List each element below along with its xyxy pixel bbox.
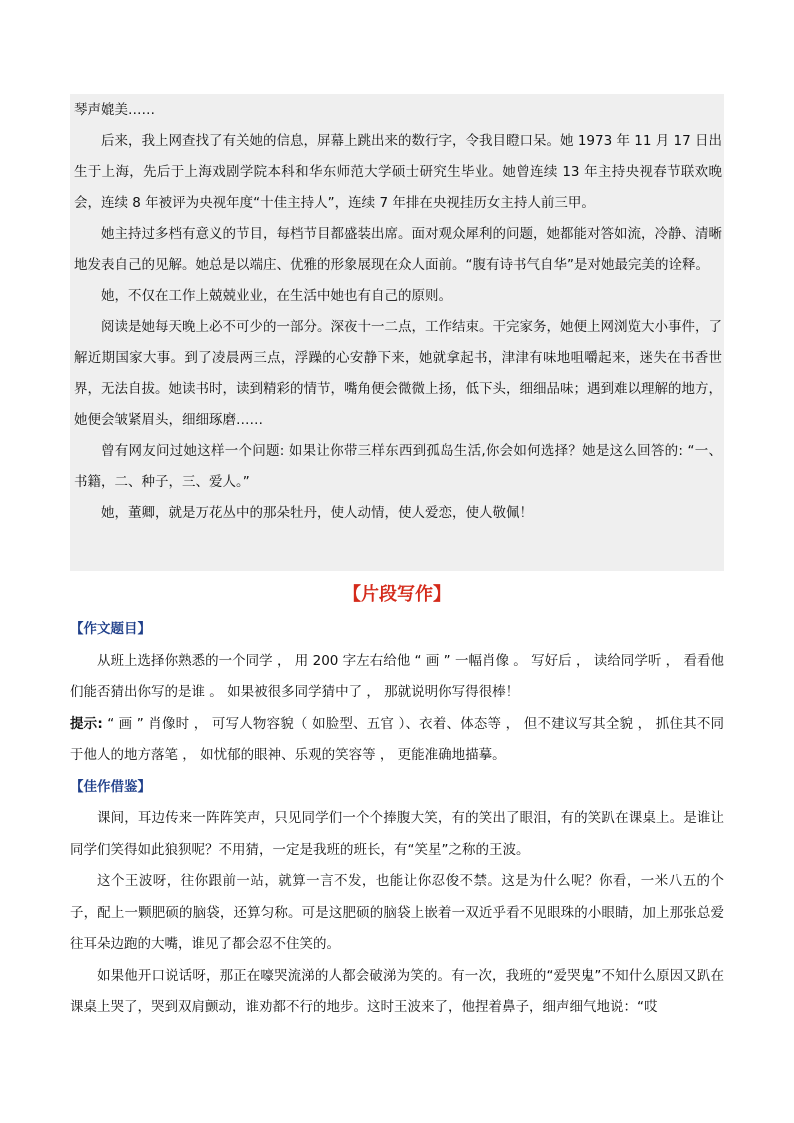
composition-section xyxy=(70,614,724,1024)
hint-text: “ 画 ” 肖像时 ， 可写人物容貌（ 如脸型、五官 ）、衣着、体态等 ， 但不建议写其全貌 ， 抓住其不同于他人的地方落笔 ， 如忧郁的眼神、乐观的笑容等 ， 更能准确地描摹。 xyxy=(70,715,724,763)
topic-text: 从班上选择你熟悉的一个同学 ， 用 200 字左右给他 “ 画 ” 一幅肖像 。 写好后 ， 读给同学听 ， 看看他们能否猜出你写的是谁 。 如果被很多同学猜中了 ， 那就说明你写得很棒！ xyxy=(70,652,724,700)
essay-paragraph: 后来，我上网查找了有关她的信息，屏幕上跳出来的数行字，令我目瞪口呆。她 1973 年 11 月 17 日出生于上海，先后于上海戏剧学院本科和华东师范大学硕士研究生毕业。她曾连续 13 年主持央视春节联欢晚会，连续 8 年被评为央视年度“十佳主持人”，连续 7 年排在央视挂历女主持人前三甲。 xyxy=(74,133,722,211)
hint-label: 提示: xyxy=(70,715,103,732)
essay-paragraph: 她主持过多档有意义的节目，每档节目都盛装出席。面对观众犀利的问题，她都能对答如流，冷静、清晰地发表自己的见解。她总是以端庄、优雅的形象展现在众人面前。“腹有诗书气自华”是对她最完美的诠释。 xyxy=(74,226,722,273)
example-paragraph: 这个王波呀，往你跟前一站，就算一言不发，也能让你忍俊不禁。这是为什么呢？你看，一米八五的个子，配上一颗肥硕的脑袋，还算匀称。可是这肥硕的脑袋上嵌着一双近乎看不见眼珠的小眼睛，加上那张总爱往耳朵边跑的大嘴，谁见了都会忍不住笑的。 xyxy=(70,873,724,952)
essay-paragraph: 她，不仅在工作上兢兢业业，在生活中她也有自己的原则。 xyxy=(101,288,452,304)
example-paragraph: 如果他开口说话呀，那正在嚎哭流涕的人都会破涕为笑的。有一次，我班的“爱哭鬼”不知什么原因又趴在课桌上哭了，哭到双肩颤动，谁劝都不行的地步。这时王波来了，他捏着鼻子，细声细气地说：“哎 xyxy=(70,967,724,1015)
essay-paragraph: 曾有网友问过她这样一个问题: 如果让你带三样东西到孤岛生活,你会如何选择？她是这么回答的: “一、书籍，二、种子，三、爱人。” xyxy=(74,443,722,490)
essay-paragraph: 阅读是她每天晚上必不可少的一部分。深夜十一二点，工作结束。干完家务，她便上网浏览大小事件，了解近期国家大事。到了凌晨两三点，浮躁的心安静下来，她就拿起书，津津有味地咀嚼起来，迷失在书香世界，无法自拔。她读书时，读到精彩的情节，嘴角便会微微上扬，低下头，细细品味；遇到难以理解的地方，她便会皱紧眉头，细细琢磨…… xyxy=(74,319,722,428)
hint-paragraph xyxy=(70,709,724,772)
example-label: 【佳作借鉴】 xyxy=(70,778,151,795)
topic-label: 【作文题目】 xyxy=(70,621,151,637)
example-paragraph: 课间，耳边传来一阵阵笑声，只见同学们一个个捧腹大笑，有的笑出了眼泪，有的笑趴在课桌上。是谁让同学们笑得如此狼狈呢？不用猜，一定是我班的班长，有“笑星”之称的王波。 xyxy=(70,810,724,858)
essay-paragraph: 她，董卿，就是万花丛中的那朵牡丹，使人动情，使人爱恋，使人敬佩！ xyxy=(101,505,533,521)
quoted-essay-block xyxy=(70,94,724,571)
essay-paragraph: 琴声媲美…… xyxy=(74,102,155,118)
section-title: 【片段写作】 xyxy=(343,584,451,605)
